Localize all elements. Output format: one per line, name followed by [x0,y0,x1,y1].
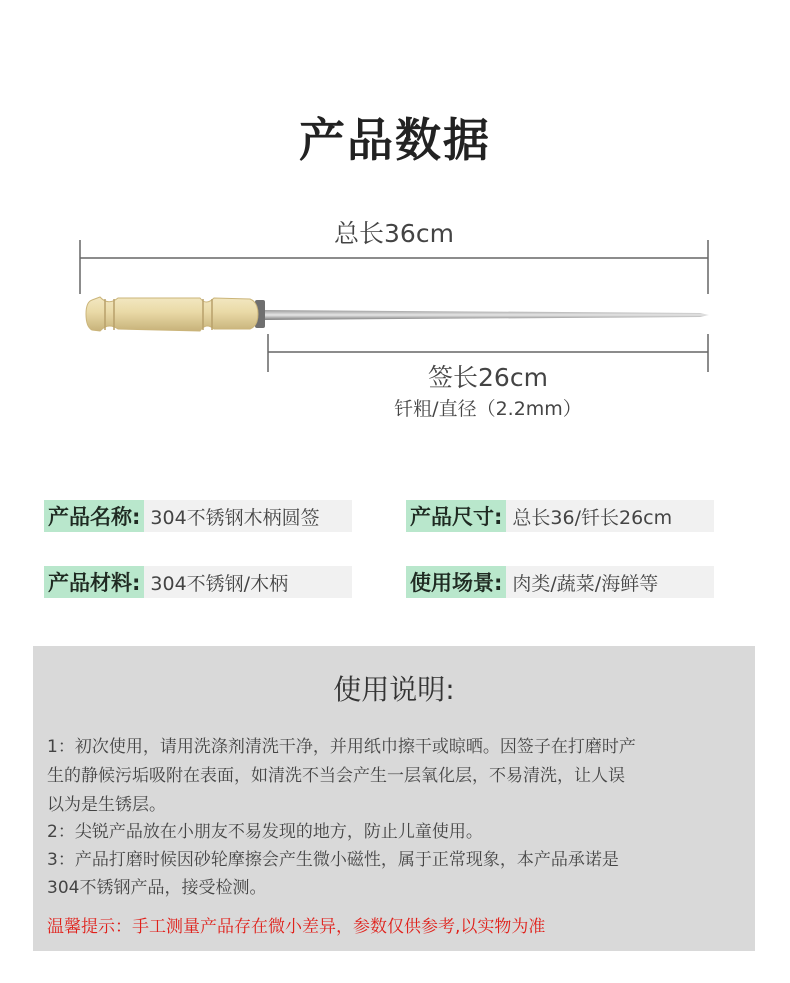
usage-instructions-panel [33,646,755,951]
page-title: 产品数据 [299,113,491,167]
spec-product-size [406,500,714,532]
spec-product-name [44,500,352,532]
spec-value: 304不锈钢/木柄 [144,566,352,598]
spec-key: 使用场景: [406,566,506,598]
spec-key: 产品名称: [44,500,144,532]
spec-usage-scenario [406,566,714,598]
spec-key: 产品材料: [44,566,144,598]
spec-value: 304不锈钢木柄圆签 [144,500,352,532]
spec-value: 总长36/钎长26cm [506,500,714,532]
spec-value: 肉类/蔬菜/海鲜等 [506,566,714,598]
product-illustration [0,0,790,460]
instruction-line: 1：初次使用，请用洗涤剂清洗干净，并用纸巾擦干或晾晒。因签子在打磨时产 [47,737,636,757]
skewer-length-label: 签长26cm [428,363,548,392]
skewer-image [86,297,709,331]
skewer-length-dimension-line [268,334,708,372]
total-length-label: 总长36cm [334,219,454,248]
instruction-line: 生的静候污垢吸附在表面，如清洗不当会产生一层氧化层，不易清洗，让人误 [47,766,625,786]
spec-key: 产品尺寸: [406,500,506,532]
instruction-line: 2：尖锐产品放在小朋友不易发现的地方，防止儿童使用。 [47,822,483,842]
instruction-line: 3：产品打磨时候因砂轮摩擦会产生微小磁性，属于正常现象，本产品承诺是 [47,850,619,870]
instructions-title: 使用说明: [333,673,455,706]
instruction-line: 304不锈钢产品，接受检测。 [47,878,267,898]
measurement-warning: 温馨提示：手工测量产品存在微小差异，参数仅供参考,以实物为准 [47,917,546,937]
total-length-dimension-line [80,240,708,294]
spec-product-material [44,566,352,598]
thickness-note: 钎粗/直径（2.2mm） [394,398,582,420]
instruction-line: 以为是生锈层。 [47,795,166,815]
